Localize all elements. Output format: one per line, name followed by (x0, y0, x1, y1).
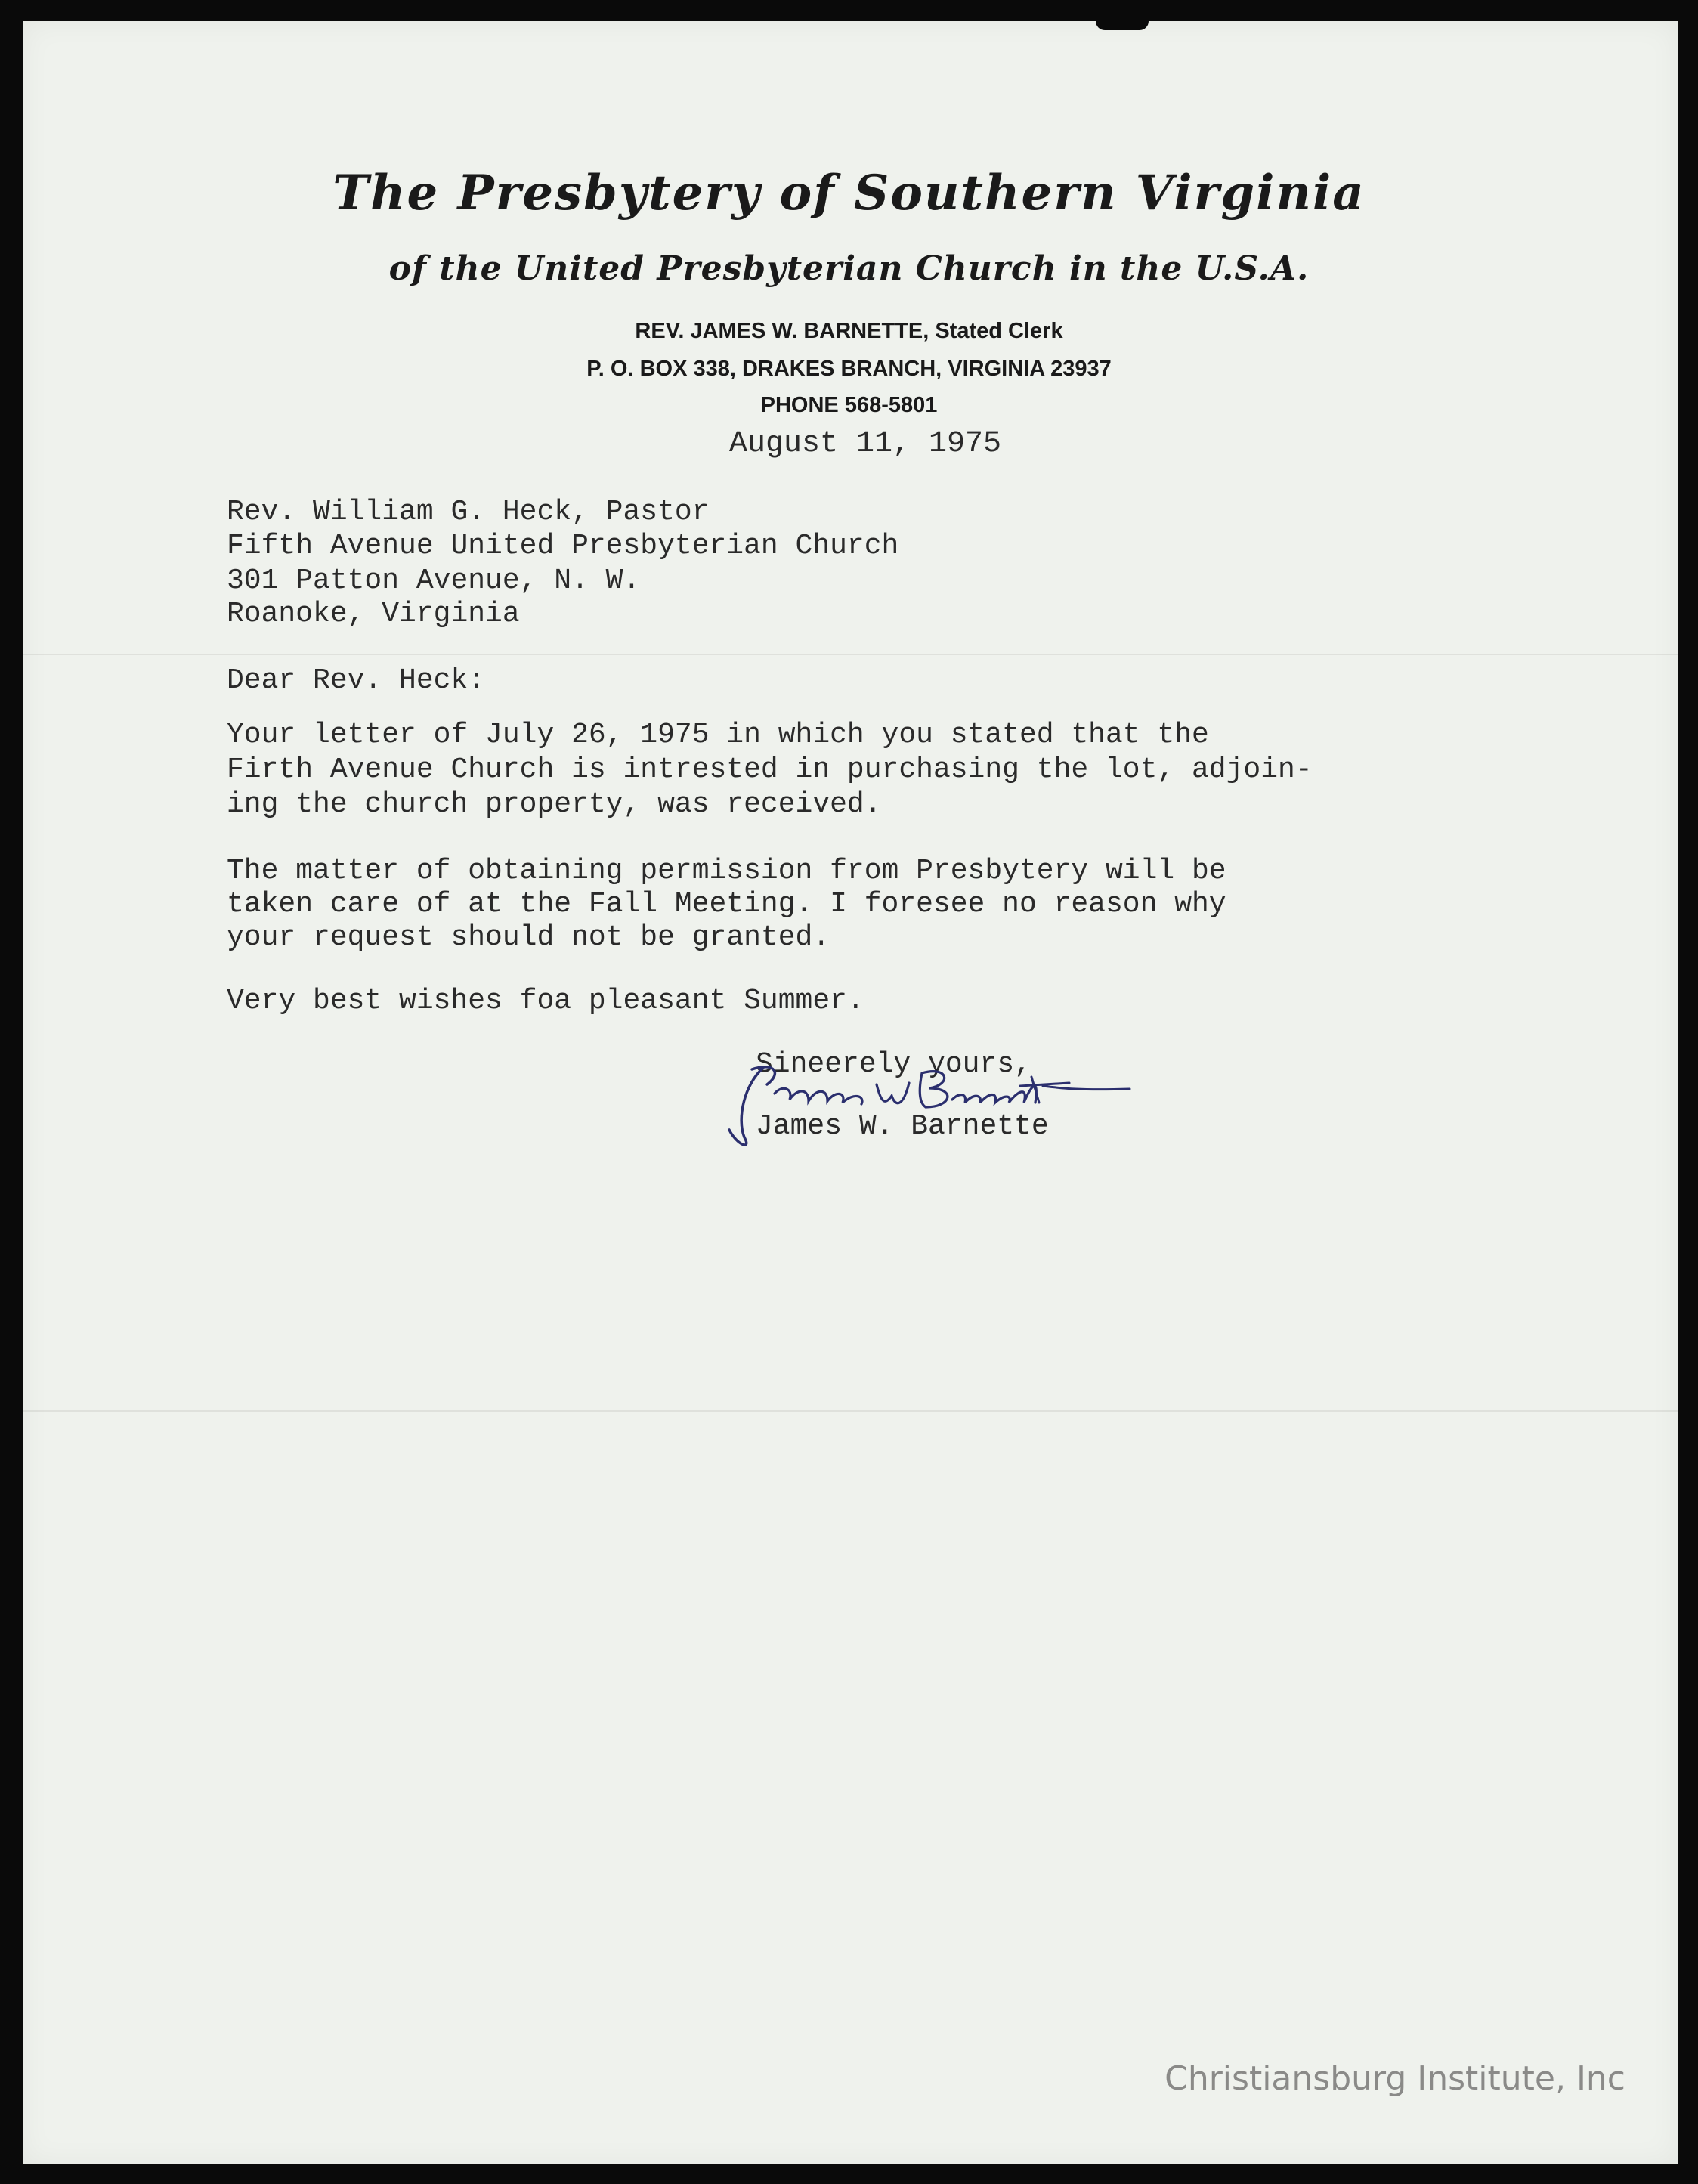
letterhead-address: P. O. BOX 338, DRAKES BRANCH, VIRGINIA 23937 (586, 357, 1112, 381)
fold-line-upper (23, 654, 1678, 655)
closing: Sineerely yours, (756, 1048, 1031, 1081)
recipient-line: Fifth Avenue United Presbyterian Church (227, 530, 899, 562)
letterhead-phone (0, 393, 1698, 418)
clerk-name: REV. JAMES W. BARNETTE, (635, 319, 929, 343)
paragraph-line: Your letter of July 26, 1975 in which you stated that the (227, 719, 1209, 751)
paragraph-line: Firth Avenue Church is intrested in purchasing the lot, adjoin- (227, 753, 1313, 786)
page-notch (1096, 21, 1149, 30)
clerk-role: Stated Clerk (935, 319, 1063, 343)
phone-number: 568-5801 (844, 393, 938, 417)
paragraph-line: your request should not be granted. (227, 921, 830, 954)
recipient-line: Roanoke, Virginia (227, 598, 520, 630)
letter-date: August 11, 1975 (729, 427, 1002, 461)
letterhead-title: The Presbytery of Southern Virginia (332, 165, 1366, 221)
letterhead-clerk (0, 319, 1698, 344)
signer-name: James W. Barnette (756, 1110, 1049, 1143)
fold-line-lower (23, 1410, 1678, 1412)
paragraph-line: Very best wishes foa pleasant Summer. (227, 985, 864, 1017)
letterhead-subtitle: of the United Presbyterian Church in the U.S.A. (388, 249, 1310, 288)
recipient-line: Rev. William G. Heck, Pastor (227, 496, 710, 528)
paragraph-line: ing the church property, was received. (227, 788, 882, 821)
watermark: Christiansburg Institute, Inc (1164, 2059, 1625, 2098)
handwritten-signature (722, 1054, 1145, 1160)
recipient-line: 301 Patton Avenue, N. W. (227, 565, 641, 597)
paragraph-line: taken care of at the Fall Meeting. I foresee no reason why (227, 888, 1226, 920)
paragraph-line: The matter of obtaining permission from Presbytery will be (227, 855, 1226, 887)
phone-label: PHONE (760, 393, 839, 417)
salutation: Dear Rev. Heck: (227, 664, 486, 697)
